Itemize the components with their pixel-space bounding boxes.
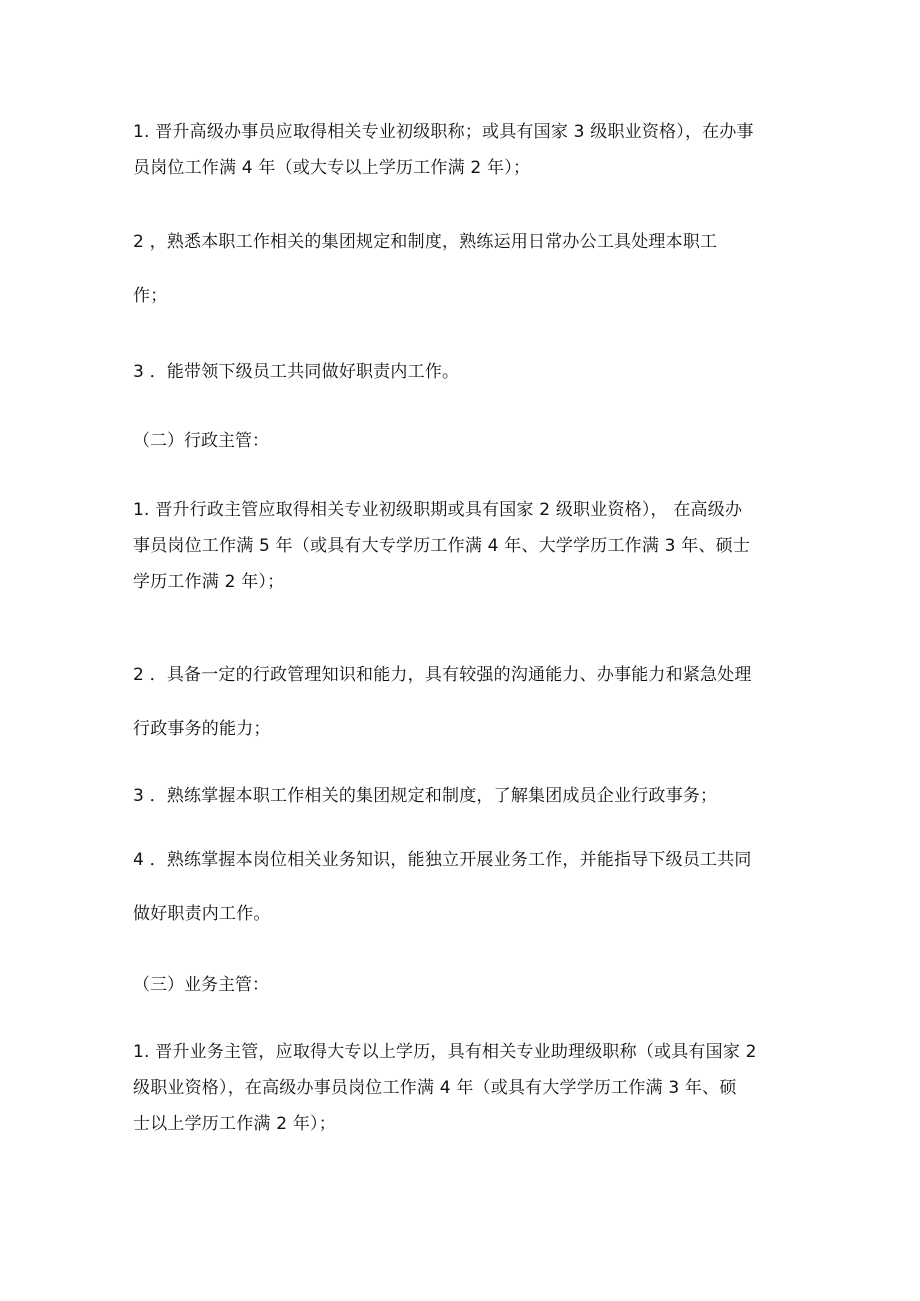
paragraph-senior-clerk-req-3: [133, 354, 793, 390]
text-line: 1. 晋升业务主管，应取得大专以上学历，具有相关专业助理级职称（或具有国家 2: [133, 1042, 757, 1062]
text-line: 事员岗位工作满 5 年（或具有大专学历工作满 4 年、大学学历工作满 3 年、硕士: [133, 536, 751, 556]
text-line: 行政事务的能力；: [133, 719, 271, 739]
text-line: 1. 晋升高级办事员应取得相关专业初级职称；或具有国家 3 级职业资格），在办事: [133, 122, 754, 142]
text-line: 级职业资格），在高级办事员岗位工作满 4 年（或具有大学学历工作满 3 年、硕: [133, 1078, 737, 1098]
paragraph-senior-clerk-req-1: [133, 114, 793, 186]
text-line: 学历工作满 2 年）；: [133, 572, 285, 592]
paragraph-admin-supervisor-req-3: [133, 778, 793, 814]
paragraph-business-supervisor-req-1: [133, 1034, 793, 1142]
text-line: 2 ，熟悉本职工作相关的集团规定和制度，熟练运用日常办公工具处理本职工: [133, 232, 718, 252]
section-heading-admin-supervisor: （二）行政主管：: [133, 431, 269, 451]
text-line: 员岗位工作满 4 年（或大专以上学历工作满 2 年）；: [133, 158, 531, 178]
paragraph-admin-supervisor-req-2: [133, 657, 793, 765]
text-line: 4 ．熟练掌握本岗位相关业务知识，能独立开展业务工作，并能指导下级员工共同: [133, 850, 752, 870]
text-line: 2 ．具备一定的行政管理知识和能力，具有较强的沟通能力、办事能力和紧急处理: [133, 665, 752, 685]
text-line: 士以上学历工作满 2 年）；: [133, 1114, 336, 1134]
text-line: 3 ．熟练掌握本职工作相关的集团规定和制度，了解集团成员企业行政事务；: [133, 786, 718, 806]
section-heading-business-supervisor: （三）业务主管：: [133, 975, 269, 995]
text-line: 做好职责内工作。: [133, 904, 271, 924]
text-line: 作；: [133, 286, 168, 306]
text-line: 3 ．能带领下级员工共同做好职责内工作。: [133, 362, 460, 382]
text-line: 1. 晋升行政主管应取得相关专业初级职期或具有国家 2 级职业资格）， 在高级办: [133, 500, 743, 520]
paragraph-admin-supervisor-req-1: [133, 492, 793, 600]
paragraph-senior-clerk-req-2: [133, 224, 793, 332]
paragraph-admin-supervisor-req-4: [133, 842, 793, 950]
